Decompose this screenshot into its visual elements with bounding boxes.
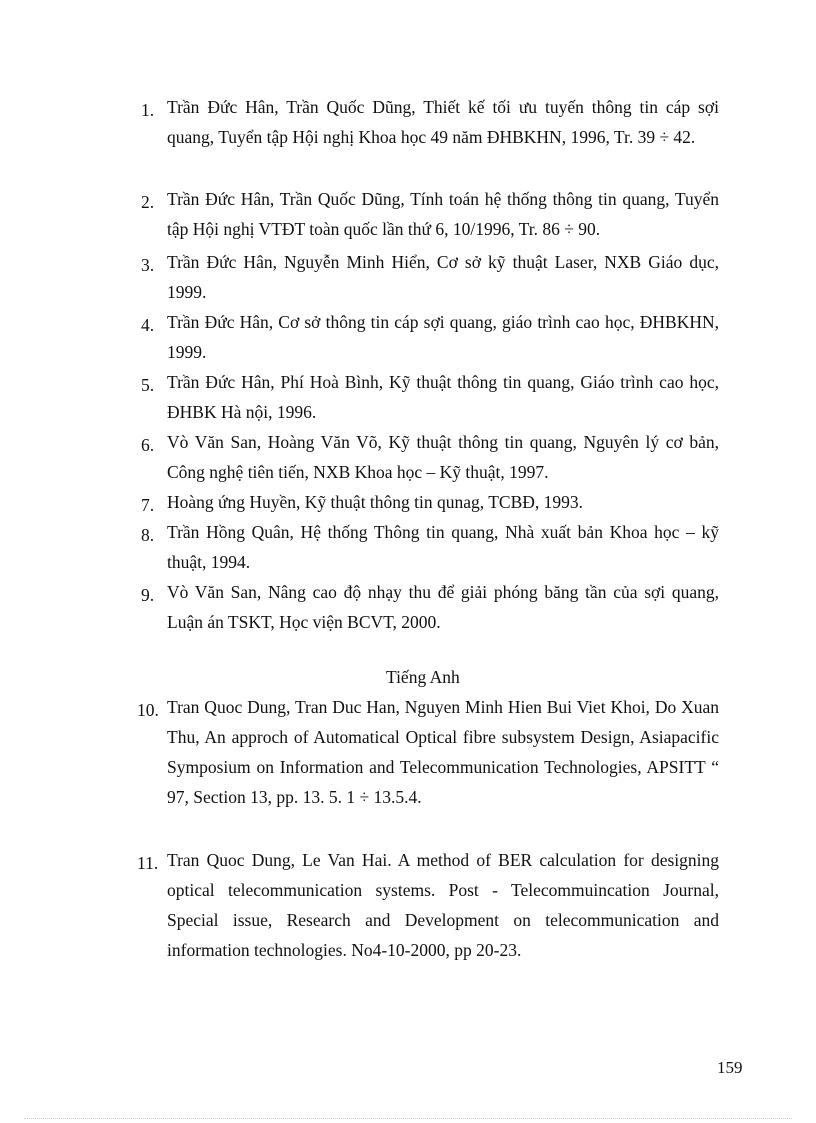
reference-number: 5. <box>141 375 155 395</box>
reference-text: Trần Hồng Quân, Hệ thống Thông tin quang, Nhà xuất bản Khoa học – kỹ thuật, 1994. <box>167 522 719 572</box>
reference-item <box>141 184 719 244</box>
reference-item <box>141 367 719 427</box>
reference-text: Vò Văn San, Nâng cao độ nhạy thu để giải phóng băng tần của sợi quang, Luận án TSKT, Học viện BCVT, 2000. <box>167 582 719 632</box>
reference-item <box>137 845 719 965</box>
reference-text: Trần Đức Hân, Nguyễn Minh Hiển, Cơ sở kỹ thuật Laser, NXB Giáo dục, 1999. <box>167 252 719 302</box>
reference-number: 10. <box>137 700 159 720</box>
reference-text: Trần Đức Hân, Trần Quốc Dũng, Tính toán hệ thống thông tin quang, Tuyển tập Hội nghị VTĐT toàn quốc lần thứ 6, 10/1996, Tr. 86 ÷ 90. <box>167 189 719 239</box>
reference-number: 3. <box>141 255 155 275</box>
reference-item <box>141 487 719 517</box>
section-heading: Tiếng Anh <box>386 667 460 687</box>
page-number: 159 <box>717 1058 743 1077</box>
reference-text: Tran Quoc Dung, Tran Duc Han, Nguyen Minh Hien Bui Viet Khoi, Do Xuan Thu, An approch of Automatical Optical fibre subsystem Design, Asiapacific Symposium on Information and Telecommunication Technologies, APSITT “ 97, Section 13, pp. 13. 5. 1 ÷ 13.5.4. <box>167 697 719 807</box>
reference-item <box>141 307 719 367</box>
reference-item <box>141 92 719 152</box>
reference-text: Hoàng ứng Huyền, Kỹ thuật thông tin qunag, TCBĐ, 1993. <box>167 492 584 512</box>
reference-number: 4. <box>141 315 155 335</box>
reference-number: 8. <box>141 525 155 545</box>
page-bottom-divider <box>24 1118 792 1119</box>
reference-text: Tran Quoc Dung, Le Van Hai. A method of BER calculation for designing optical telecommunication systems. Post - Telecommuincation Journal, Special issue, Research and Development on telecommunication and information technologies. No4-10-2000, pp 20-23. <box>167 850 719 960</box>
reference-number: 2. <box>141 192 155 212</box>
reference-text: Trần Đức Hân, Trần Quốc Dũng, Thiết kế tối ưu tuyến thông tin cáp sợi quang, Tuyển tập Hội nghị Khoa học 49 năm ĐHBKHN, 1996, Tr. 39 ÷ 42. <box>167 97 719 147</box>
reference-number: 1. <box>141 100 155 120</box>
reference-item <box>141 577 719 637</box>
reference-number: 7. <box>141 495 155 515</box>
reference-number: 6. <box>141 435 155 455</box>
reference-item <box>141 247 719 307</box>
reference-item <box>137 692 719 812</box>
reference-text: Vò Văn San, Hoàng Văn Võ, Kỹ thuật thông tin quang, Nguyên lý cơ bản, Công nghệ tiên tiến, NXB Khoa học – Kỹ thuật, 1997. <box>167 432 719 482</box>
reference-item <box>141 517 719 577</box>
reference-text: Trần Đức Hân, Cơ sở thông tin cáp sợi quang, giáo trình cao học, ĐHBKHN, 1999. <box>167 312 719 362</box>
reference-text: Trần Đức Hân, Phí Hoà Bình, Kỹ thuật thông tin quang, Giáo trình cao học, ĐHBK Hà nội, 1996. <box>167 372 719 422</box>
reference-number: 11. <box>137 853 159 873</box>
reference-number: 9. <box>141 585 155 605</box>
reference-item <box>141 427 719 487</box>
